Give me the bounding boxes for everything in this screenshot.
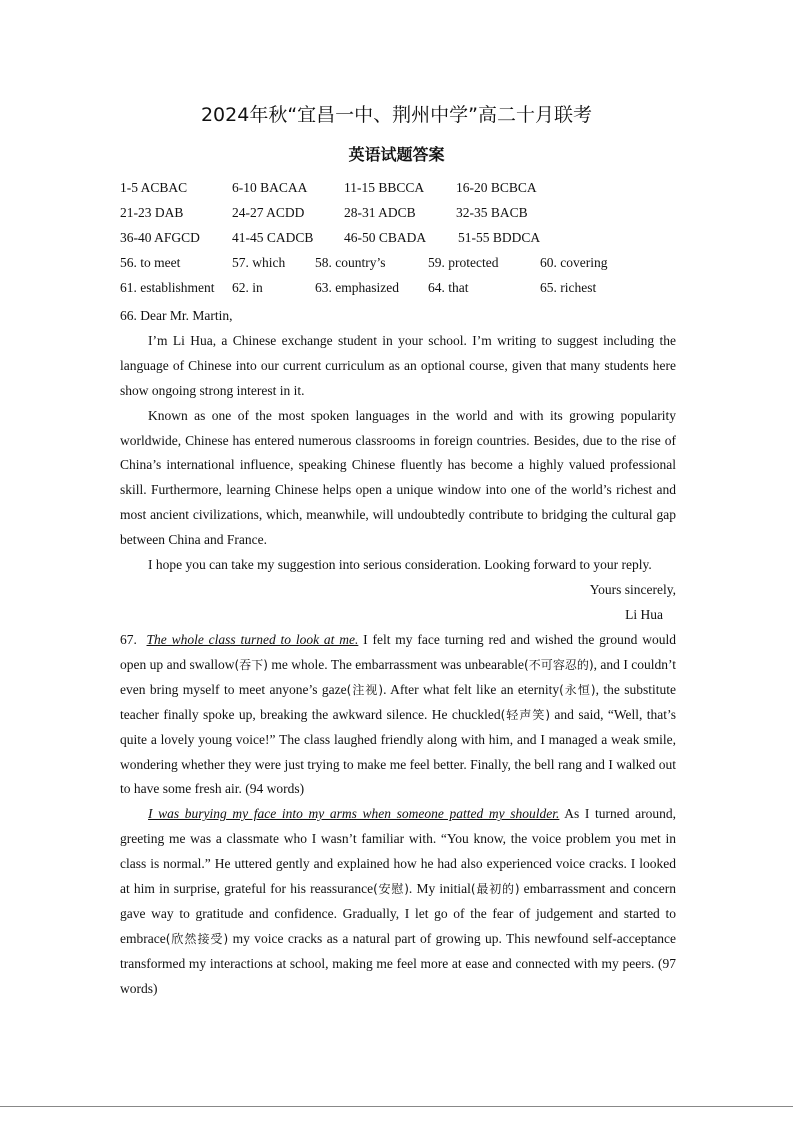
word-answer: 57. which bbox=[232, 255, 286, 270]
letter-paragraph: I hope you can take my suggestion into serious consideration. Looking forward to your reply. bbox=[148, 557, 652, 573]
answer-group: 51-55 BDDCA bbox=[458, 230, 541, 245]
page-subtitle: 英语试题答案 bbox=[348, 145, 445, 164]
word-answer: 58. country’s bbox=[315, 255, 386, 270]
paragraph-text: , the substitute teacher finally spoke up, breaking the awkward silence. He chuckled bbox=[120, 681, 676, 722]
answer-row bbox=[120, 230, 680, 255]
letter-salutation: 66. Dear Mr. Martin, bbox=[120, 308, 233, 323]
letter-section bbox=[120, 304, 676, 628]
word-answer: 64. that bbox=[428, 280, 469, 295]
gloss: (不可容忍的) bbox=[524, 657, 594, 672]
paragraph-text: I felt my face turning red and wished the ground would open up and swallow bbox=[120, 632, 677, 672]
word-answer: 61. establishment bbox=[120, 280, 215, 295]
word-answer: 60. covering bbox=[540, 255, 608, 270]
gloss: (吞下) bbox=[234, 657, 268, 672]
paragraph-text: . After what felt like an eternity bbox=[383, 681, 560, 697]
continuation-paragraph-2 bbox=[120, 802, 676, 1001]
gloss: (轻声笑) bbox=[500, 707, 551, 722]
letter-paragraph: Known as one of the most spoken languages in the world and with its growing popularity worldwide, Chinese has entered numerous classrooms in foreign countries. Besides, due to the rise of China’s international influence, speaking Chinese fluently has become a highly valued professional skill. Furthermore, learning Chinese helps open a unique window into one of the world’s richest and most ancient civilizations, which, meanwhile, will undoubtedly contribute to bridging the cultural gap between China and France. bbox=[120, 407, 676, 548]
question-number: 67. bbox=[120, 632, 137, 647]
continuation-paragraph-1 bbox=[120, 628, 676, 802]
gloss: (欣然接受) bbox=[165, 931, 229, 946]
letter-closing: Yours sincerely, bbox=[589, 581, 676, 597]
paragraph-text: embarrassment and concern gave way to gratitude and confidence. Gradually, I let go of the fear of judgement and started to embrace bbox=[120, 881, 676, 946]
page-title: 2024年秋“宜昌一中、荆州中学”高二十月联考 bbox=[200, 104, 593, 126]
footer-divider bbox=[0, 1106, 793, 1107]
continuation-section bbox=[120, 628, 676, 1002]
letter-signature: Li Hua bbox=[625, 606, 663, 622]
answer-group: 36-40 AFGCD bbox=[120, 230, 200, 245]
paragraph-text: As I turned around, greeting me was a classmate who I wasn’t familiar with. “You know, the voice problem you met in class is normal.” He uttered gently and explained how he had also experienced voice cracks. I looked at him in surprise, grateful for his reassurance bbox=[120, 806, 676, 897]
answer-group: 21-23 DAB bbox=[120, 205, 184, 220]
word-answer: 65. richest bbox=[540, 280, 597, 295]
answer-row bbox=[120, 205, 680, 230]
paragraph-text: . My initial bbox=[408, 881, 471, 897]
answer-group: 24-27 ACDD bbox=[232, 205, 305, 220]
answer-row bbox=[120, 180, 680, 205]
given-opening-sentence: The whole class turned to look at me. bbox=[146, 632, 359, 647]
letter-paragraph: I’m Li Hua, a Chinese exchange student in your school. I’m writing to suggest including the language of Chinese into our current curriculum as an optional course, given that many students here show ongoing strong interest in it. bbox=[120, 332, 676, 398]
given-opening-sentence: I was burying my face into my arms when someone patted my shoulder. bbox=[148, 806, 560, 822]
gloss: (最初的) bbox=[470, 882, 520, 897]
word-answer: 56. to meet bbox=[120, 255, 181, 270]
word-answer: 62. in bbox=[232, 280, 263, 295]
gloss: (注视) bbox=[346, 682, 384, 697]
paragraph-text: , and I couldn’t even bring myself to meet anyone’s gaze bbox=[120, 656, 676, 697]
answer-key bbox=[120, 180, 680, 305]
word-answer: 59. protected bbox=[428, 255, 499, 270]
gloss: (永恒) bbox=[559, 682, 596, 697]
answer-group: 46-50 CBADA bbox=[344, 230, 427, 245]
answer-group: 16-20 BCBCA bbox=[456, 180, 537, 195]
answer-group: 6-10 BACAA bbox=[232, 180, 308, 195]
paragraph-text: me whole. The embarrassment was unbearable bbox=[267, 656, 525, 672]
word-answer-row bbox=[120, 280, 680, 305]
paragraph-text: my voice cracks as a natural part of growing up. This newfound self-acceptance transformed my interactions at school, making me feel more at ease and connected with my peers. (97 words) bbox=[120, 930, 676, 996]
answer-group: 41-45 CADCB bbox=[232, 230, 314, 245]
word-answer: 63. emphasized bbox=[315, 280, 399, 295]
answer-group: 28-31 ADCB bbox=[344, 205, 416, 220]
paragraph-text: and said, “Well, that’s quite a lovely young voice!” The class laughed friendly along with him, and I managed a weak smile, wondering whether they were just trying to make me feel better. Finally, the bell rang and I walked out to have some fresh air. (94 words) bbox=[120, 706, 676, 797]
gloss: (安慰) bbox=[373, 882, 409, 897]
answer-group: 1-5 ACBAC bbox=[120, 180, 188, 195]
word-answer-row bbox=[120, 255, 680, 280]
answer-group: 11-15 BBCCA bbox=[344, 180, 425, 195]
answer-group: 32-35 BACB bbox=[456, 205, 528, 220]
